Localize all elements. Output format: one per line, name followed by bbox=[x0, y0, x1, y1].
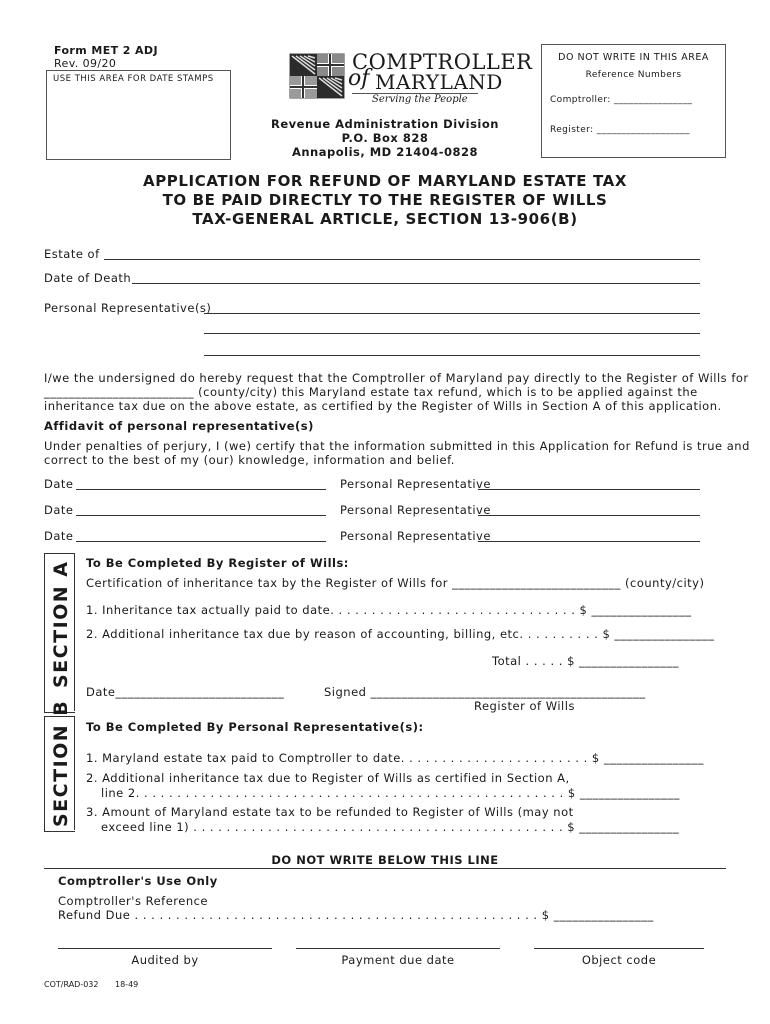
date-of-death-label: Date of Death bbox=[44, 271, 132, 285]
affidavit-date-label-1: Date bbox=[44, 477, 74, 491]
section-b-item3b: exceed line 1) . . . . . . . . . . . . . . . . . . . . . . . . . . . . . . . . . . . . . . . . . . . . . $ ________________ bbox=[101, 820, 680, 834]
estate-of-input[interactable] bbox=[104, 259, 700, 260]
personal-rep-input-3[interactable] bbox=[204, 355, 700, 356]
affidavit-date-input-1[interactable] bbox=[76, 489, 326, 490]
comptroller-use-only: Comptroller's Use Only bbox=[58, 874, 218, 888]
payment-due-line[interactable] bbox=[296, 948, 500, 949]
estate-of-label: Estate of bbox=[44, 247, 100, 261]
payment-due-label: Payment due date bbox=[341, 953, 455, 967]
affidavit-rep-input-1[interactable] bbox=[478, 489, 700, 490]
affidavit-rep-label-2: Personal Representative bbox=[340, 503, 491, 517]
address-city: Annapolis, MD 21404-0828 bbox=[291, 145, 479, 159]
date-of-death-input[interactable] bbox=[132, 283, 700, 284]
form-title-line3: TAX-GENERAL ARTICLE, SECTION 13-906(B) bbox=[192, 210, 578, 228]
affidavit-date-input-2[interactable] bbox=[76, 515, 326, 516]
form-code-left: COT/RAD-032 bbox=[44, 980, 99, 989]
logo-maryland: MARYLAND bbox=[375, 70, 503, 94]
affidavit-rep-input-3[interactable] bbox=[478, 541, 700, 542]
refund-due: Refund Due . . . . . . . . . . . . . . . . . . . . . . . . . . . . . . . . . . . . . . . . . . . . . . . . . $ ________________ bbox=[58, 908, 654, 922]
form-title-line2: TO BE PAID DIRECTLY TO THE REGISTER OF WILLS bbox=[162, 191, 608, 209]
affidavit-line2: correct to the best of my (our) knowledge, information and belief. bbox=[44, 453, 455, 467]
audited-by-line[interactable] bbox=[58, 948, 272, 949]
request-line2: ________________________ (county/city) this Maryland estate tax refund, which is to be applied against the bbox=[44, 385, 698, 399]
section-b-heading: To Be Completed By Personal Representative(s): bbox=[86, 720, 424, 734]
object-code-line[interactable] bbox=[534, 948, 704, 949]
personal-rep-input-1[interactable] bbox=[204, 313, 700, 314]
logo-of: of bbox=[348, 66, 370, 91]
affidavit-date-label-3: Date bbox=[44, 529, 74, 543]
affidavit-date-input-3[interactable] bbox=[76, 541, 326, 542]
comptroller-reference-label: Comptroller's Reference bbox=[58, 894, 208, 908]
section-a-label: SECTION A bbox=[50, 560, 72, 688]
section-a-signed[interactable]: Signed ____________________________________________ bbox=[324, 685, 646, 699]
section-a-total: Total . . . . . $ ________________ bbox=[492, 654, 680, 668]
form-title-line1: APPLICATION FOR REFUND OF MARYLAND ESTATE TAX bbox=[143, 172, 627, 190]
section-b-item1: 1. Maryland estate tax paid to Comptroller to date. . . . . . . . . . . . . . . . . . . . . . . $ ________________ bbox=[86, 751, 704, 765]
section-b-item3a: 3. Amount of Maryland estate tax to be refunded to Register of Wills (may not bbox=[86, 805, 574, 819]
affidavit-rep-label-1: Personal Representative bbox=[340, 477, 491, 491]
form-id: Form MET 2 ADJ bbox=[54, 44, 158, 57]
form-code-right: 18-49 bbox=[115, 980, 139, 989]
logo-comptroller: COMPTROLLER bbox=[352, 50, 533, 74]
section-a-certification: Certification of inheritance tax by the Register of Wills for ___________________________ (county/city) bbox=[86, 576, 705, 590]
section-b-label: SECTION B bbox=[50, 699, 72, 827]
affidavit-line1: Under penalties of perjury, I (we) certify that the information submitted in this Application for Refund is true and bbox=[44, 439, 750, 453]
affidavit-rep-input-2[interactable] bbox=[478, 515, 700, 516]
ref-box-title: DO NOT WRITE IN THIS AREA bbox=[558, 52, 709, 63]
section-a-tab bbox=[44, 553, 75, 713]
address-division: Revenue Administration Division bbox=[271, 117, 499, 131]
form-revision: Rev. 09/20 bbox=[54, 57, 117, 70]
request-line1: I/we the undersigned do hereby request that the Comptroller of Maryland pay directly to the Register of Wills for bbox=[44, 371, 749, 385]
do-not-write-below: DO NOT WRITE BELOW THIS LINE bbox=[271, 853, 499, 867]
object-code-label: Object code bbox=[581, 953, 657, 967]
section-a-register-label: Register of Wills bbox=[474, 699, 575, 713]
section-a-heading: To Be Completed By Register of Wills: bbox=[86, 556, 349, 570]
address-po-box: P.O. Box 828 bbox=[341, 131, 429, 145]
personal-rep-label: Personal Representative(s) bbox=[44, 301, 212, 315]
personal-rep-input-2[interactable] bbox=[204, 333, 700, 334]
affidavit-rep-label-3: Personal Representative bbox=[340, 529, 491, 543]
audited-by-label: Audited by bbox=[131, 953, 199, 967]
date-stamp-area bbox=[46, 70, 231, 160]
reference-numbers-box bbox=[541, 44, 726, 158]
section-a-item2: 2. Additional inheritance tax due by reason of accounting, billing, etc. . . . . . . . . . $ ________________ bbox=[86, 627, 715, 641]
ref-box-subtitle: Reference Numbers bbox=[585, 70, 682, 80]
affidavit-heading: Affidavit of personal representative(s) bbox=[44, 419, 314, 433]
ref-comptroller-field[interactable]: Comptroller: ________________ bbox=[550, 95, 693, 105]
section-b-tab bbox=[44, 699, 75, 832]
section-b-item2b: line 2. . . . . . . . . . . . . . . . . . . . . . . . . . . . . . . . . . . . . . . . . . . . . . . . . . . . $ ________________ bbox=[101, 786, 680, 800]
footer-divider bbox=[44, 868, 726, 869]
date-stamp-label: USE THIS AREA FOR DATE STAMPS bbox=[53, 74, 214, 84]
request-line3: inheritance tax due on the above estate, as certified by the Register of Wills in Section A of this application. bbox=[44, 399, 722, 413]
section-a-date[interactable]: Date___________________________ bbox=[86, 685, 285, 699]
section-a-item1: 1. Inheritance tax actually paid to date. . . . . . . . . . . . . . . . . . . . . . . . . . . . . . $ ________________ bbox=[86, 603, 692, 617]
affidavit-date-label-2: Date bbox=[44, 503, 74, 517]
logo-tagline: Serving the People bbox=[372, 94, 468, 105]
maryland-flag-icon bbox=[288, 50, 348, 104]
ref-register-field[interactable]: Register: ___________________ bbox=[550, 125, 690, 135]
section-b-item2a: 2. Additional inheritance tax due to Register of Wills as certified in Section A, bbox=[86, 771, 570, 785]
